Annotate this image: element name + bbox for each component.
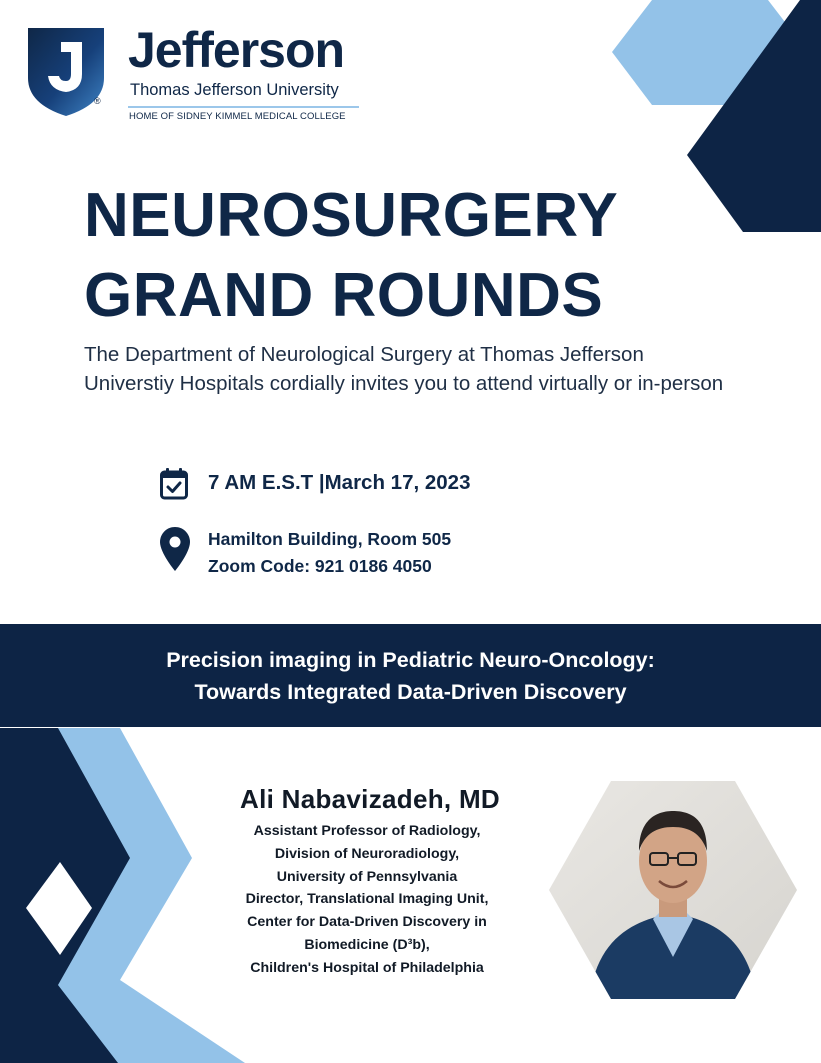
title-line-2: GRAND ROUNDS [84, 261, 604, 330]
title-line-1: NEUROSURGERY [84, 181, 619, 250]
speaker-credential-line: Center for Data-Driven Discovery in [247, 914, 487, 931]
college-tagline: HOME OF SIDNEY KIMMEL MEDICAL COLLEGE [129, 111, 346, 122]
speaker-credential-line: Division of Neuroradiology, [274, 845, 460, 862]
talk-title-line-2: Towards Integrated Data-Driven Discovery [194, 680, 627, 704]
page-title [84, 176, 618, 336]
calendar-check-icon [160, 468, 188, 500]
speaker-credentials [200, 820, 534, 980]
talk-title-line-1: Precision imaging in Pediatric Neuro-Oncology: [166, 648, 655, 672]
registered-mark: ® [94, 96, 101, 106]
location-room: Hamilton Building, Room 505 [208, 529, 452, 549]
speaker-name: Ali Nabavizadeh, MD [240, 784, 500, 814]
university-name: Thomas Jefferson University [130, 81, 339, 99]
speaker-credential-line: Children's Hospital of Philadelphia [250, 959, 484, 976]
event-location [208, 526, 451, 580]
speaker-credential-line: Biomedicine (D³b), [304, 936, 430, 953]
speaker-credential-line: Director, Translational Imaging Unit, [245, 891, 489, 908]
zoom-code: Zoom Code: 921 0186 4050 [208, 556, 432, 576]
speaker-credential-line: University of Pennsylvania [276, 868, 458, 885]
event-datetime: 7 AM E.S.T |March 17, 2023 [208, 471, 471, 494]
intro-text: The Department of Neurological Surgery at Thomas Jefferson Universtiy Hospitals cordially invites you to attend virtually or in-person [84, 343, 724, 395]
jefferson-shield-logo [28, 28, 104, 116]
logo-divider [128, 106, 359, 108]
location-pin-icon [160, 527, 190, 571]
speaker-credential-line: Assistant Professor of Radiology, [253, 823, 481, 839]
brand-name: Jefferson [128, 22, 345, 78]
talk-title [0, 644, 821, 708]
speaker-photo [549, 781, 797, 999]
